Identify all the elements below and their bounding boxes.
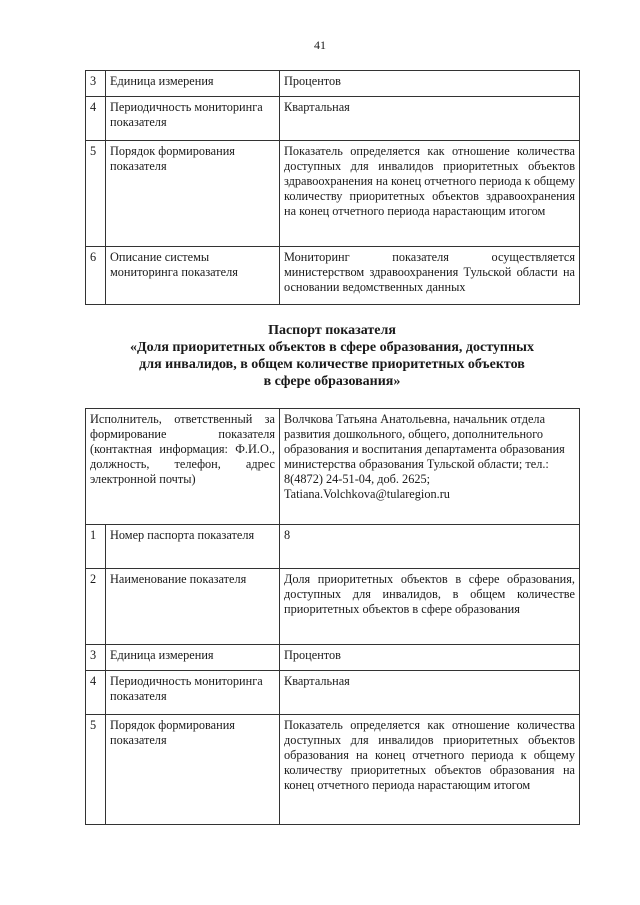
row-value: Квартальная <box>280 97 580 141</box>
row-number: 1 <box>86 525 106 569</box>
row-value: Показатель определяется как отношение количества доступных для инвалидов приоритетных объектов образования на конец отчетного периода к общему количеству приоритетных объектов образования на конец отчетного периода нарастающим итогом <box>280 715 580 825</box>
row-value: 8 <box>280 525 580 569</box>
row-number: 3 <box>86 645 106 671</box>
row-label: Порядок формирования показателя <box>106 715 280 825</box>
passport-title-line: для инвалидов, в общем количестве приоритетных объектов <box>139 357 525 372</box>
row-label: Периодичность мониторинга показателя <box>106 97 280 141</box>
row-label: Порядок формирования показателя <box>106 141 280 247</box>
table-row <box>86 97 580 141</box>
table-row <box>86 715 580 825</box>
row-value: Доля приоритетных объектов в сфере образования, доступных для инвалидов, в общем количестве приоритетных объектов в сфере образования <box>280 569 580 645</box>
executor-email: Tatiana.Volchkova@tularegion.ru <box>284 487 450 501</box>
row-number: 4 <box>86 671 106 715</box>
table-row <box>86 247 580 305</box>
passport-title-line: в сфере образования» <box>263 374 401 389</box>
passport-title-line: Паспорт показателя <box>268 323 396 338</box>
row-label: Описание системы мониторинга показателя <box>106 247 280 305</box>
passport-table <box>85 408 580 825</box>
row-label: Наименование показателя <box>106 569 280 645</box>
executor-value <box>280 409 580 525</box>
table-row <box>86 71 580 97</box>
row-number: 5 <box>86 715 106 825</box>
table-row <box>86 525 580 569</box>
row-label: Единица измерения <box>106 645 280 671</box>
executor-label: Исполнитель, ответственный за формирование показателя (контактная информация: Ф.И.О., должность, телефон, адрес электронной почты) <box>86 409 280 525</box>
row-number: 5 <box>86 141 106 247</box>
passport-title <box>85 322 579 390</box>
executor-row <box>86 409 580 525</box>
row-value: Процентов <box>280 645 580 671</box>
indicator-table-continued <box>85 70 580 305</box>
row-number: 2 <box>86 569 106 645</box>
table-row <box>86 141 580 247</box>
table-row <box>86 671 580 715</box>
row-label: Периодичность мониторинга показателя <box>106 671 280 715</box>
page-number: 41 <box>314 38 326 52</box>
passport-title-line: «Доля приоритетных объектов в сфере образования, доступных <box>130 340 534 355</box>
row-label: Номер паспорта показателя <box>106 525 280 569</box>
table-row <box>86 569 580 645</box>
executor-details: Волчкова Татьяна Анатольевна, начальник отдела развития дошкольного, общего, дополнительного образования и воспитания департамента образования министерства образования Тульской области; тел.: 8(4872) 24-51-04, доб. 2625; <box>284 412 565 486</box>
row-label: Единица измерения <box>106 71 280 97</box>
row-value: Показатель определяется как отношение количества доступных для инвалидов приоритетных объектов здравоохранения на конец отчетного периода к общему количеству приоритетных объектов здравоохранения на конец отчетного периода нарастающим итогом <box>280 141 580 247</box>
row-value: Процентов <box>280 71 580 97</box>
row-number: 3 <box>86 71 106 97</box>
row-number: 6 <box>86 247 106 305</box>
row-value: Мониторинг показателя осуществляется министерством здравоохранения Тульской области на основании ведомственных данных <box>280 247 580 305</box>
table-row <box>86 645 580 671</box>
row-value: Квартальная <box>280 671 580 715</box>
row-number: 4 <box>86 97 106 141</box>
